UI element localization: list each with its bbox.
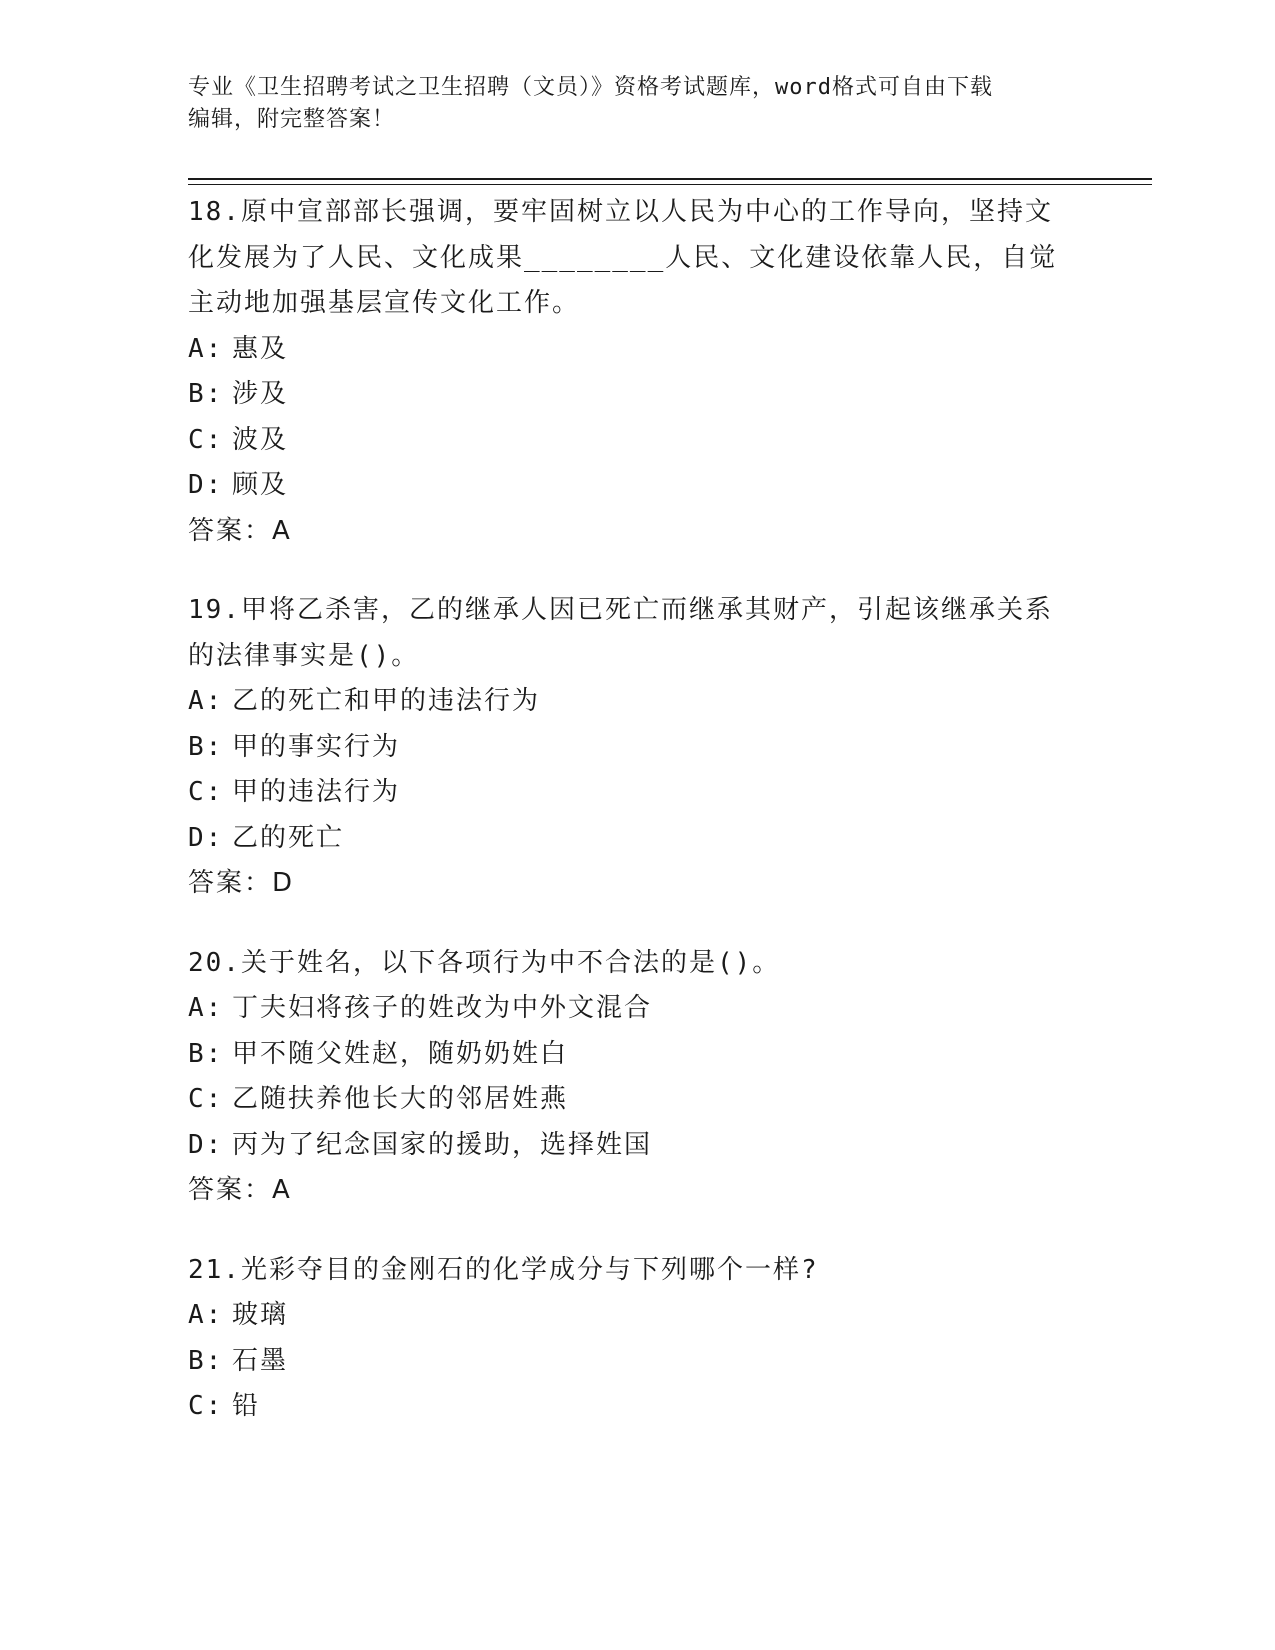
question-18-option-b [188,372,1088,418]
option-text: 甲不随父姓赵，随奶奶姓白 [232,1038,569,1069]
document-header [188,72,1088,136]
question-18-option-a [188,327,1088,373]
question-19-answer: 答案：D [188,868,295,898]
option-text: 乙随扶养他长大的邻居姓燕 [232,1084,569,1114]
question-19-option-a [188,679,1088,725]
option-letter: B: [188,731,224,762]
option-letter: C: [188,1391,224,1421]
question-20-option-d [188,1123,1088,1169]
question-18-answer: 答案：A [188,515,292,546]
question-19-stem-line-2: 的法律事实是()。 [188,640,420,671]
option-text: 乙的死亡 [232,822,345,853]
option-letter: D: [188,822,224,853]
option-letter: A: [188,686,224,716]
question-21-option-b [188,1339,1088,1385]
header-line-1: 专业《卫生招聘考试之卫生招聘（文员）》资格考试题库，word格式可自由下载 [188,75,993,100]
header-rule-thin [188,184,1152,185]
option-letter: D: [188,1129,224,1160]
option-letter: A: [188,1300,224,1330]
question-20-answer: 答案：A [188,1175,292,1205]
option-text: 惠及 [232,333,289,364]
option-text: 石墨 [232,1345,289,1376]
question-21 [188,1248,1088,1430]
option-text: 顾及 [232,470,289,500]
option-letter: C: [188,777,224,807]
option-text: 乙的死亡和甲的违法行为 [232,686,541,716]
question-20-option-b [188,1032,1088,1078]
question-19-option-c [188,770,1088,816]
option-letter: D: [188,470,224,500]
question-list [188,190,1088,1464]
option-text: 甲的事实行为 [232,731,401,762]
question-18-option-c [188,418,1088,464]
question-19-stem-line-1: 19.甲将乙杀害，乙的继承人因已死亡而继承其财产，引起该继承关系 [188,595,1053,625]
option-letter: B: [188,379,224,409]
question-21-option-c [188,1384,1088,1430]
option-text: 涉及 [232,379,289,409]
question-20-stem-line-1: 20.关于姓名，以下各项行为中不合法的是()。 [188,947,781,978]
option-text: 铅 [232,1391,261,1421]
question-21-option-a [188,1293,1088,1339]
question-19-option-d [188,816,1088,862]
option-letter: B: [188,1345,224,1376]
question-19 [188,588,1088,907]
option-letter: B: [188,1038,224,1069]
question-20 [188,941,1088,1214]
option-letter: C: [188,1084,224,1114]
question-18 [188,190,1088,554]
option-letter: A: [188,333,224,364]
option-letter: C: [188,424,224,455]
header-line-2: 编辑，附完整答案！ [188,107,396,132]
question-18-stem-line-3: 主动地加强基层宣传文化工作。 [188,288,581,318]
question-19-option-b [188,725,1088,771]
option-text: 甲的违法行为 [232,777,401,807]
question-18-option-d [188,463,1088,509]
option-text: 丁夫妇将孩子的姓改为中外文混合 [232,993,653,1023]
option-letter: A: [188,993,224,1023]
option-text: 玻璃 [232,1300,289,1330]
question-20-option-c [188,1077,1088,1123]
option-text: 丙为了纪念国家的援助，选择姓国 [232,1129,653,1160]
option-text: 波及 [232,424,289,455]
question-18-stem-line-1: 18.原中宣部部长强调，要牢固树立以人民为中心的工作导向，坚持文 [188,197,1053,227]
header-rule-thick [188,178,1152,180]
question-18-stem-line-2: 化发展为了人民、文化成果________人民、文化建设依靠人民，自觉 [188,242,1058,273]
question-21-stem-line-1: 21.光彩夺目的金刚石的化学成分与下列哪个一样? [188,1254,819,1285]
question-20-option-a [188,986,1088,1032]
